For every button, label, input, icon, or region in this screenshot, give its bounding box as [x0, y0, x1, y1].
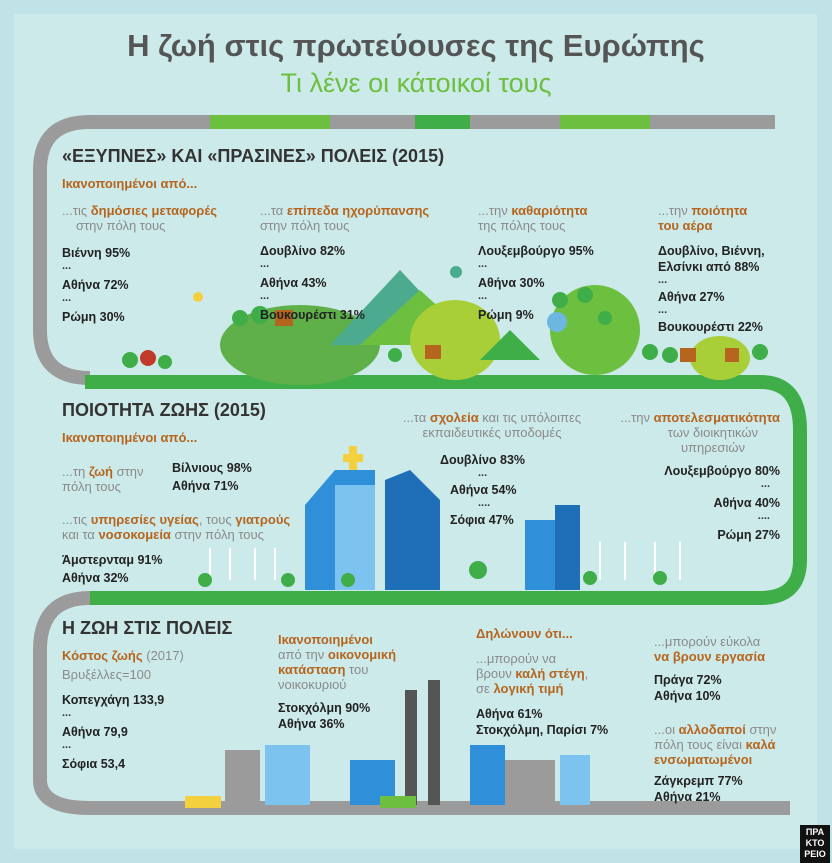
section2-heading: ΠΟΙΟΤΗΤΑ ΖΩΗΣ (2015)	[62, 400, 266, 420]
cost-of-living-block: Κόστος ζωής (2017) Βρυξέλλες=100 Κοπεγχάγη 133,9 ... Αθήνα 79,9 ... Σόφια 53,4	[62, 648, 184, 771]
page-subtitle: Τι λένε οι κάτοικοί τους	[280, 68, 552, 98]
housing-block: Δηλώνουν ότι... ...μπορούν να βρουν καλή στέγη, σε λογική τιμή Αθήνα 61% Στοκχόλμη, Παρίσι 7%	[476, 626, 609, 737]
cleanliness-block: ...την καθαριότητα της πόλης τους Λουξεμβούργο 95% ... Αθήνα 30% ... Ρώμη 9%	[478, 203, 594, 322]
schools-block: ...τα σχολεία και τις υπόλοιπες εκπαιδευτικές υποδομές	[402, 410, 582, 440]
integration-block: ...οι αλλοδαποί στην πόλη τους είναι καλά ενσωματωμένοι Ζάγκρεμπ 77% Αθήνα 21%	[654, 722, 777, 804]
life-block-label: ...τη ζωή στην πόλη τους	[62, 464, 144, 494]
noise-block: ...τα επίπεδα ηχορύπανσης στην πόλη τους Δουβλίνο 82% ... Αθήνα 43% ... Βουκουρέστι 31%	[260, 203, 430, 322]
section3-heading: Η ΖΩΗ ΣΤΙΣ ΠΟΛΕΙΣ	[62, 618, 233, 638]
air-quality-block: ...την ποιότητα του αέρα Δουβλίνο, Βιέννη, Ελσίνκι από 88% ... Αθήνα 27% ... Βουκουρέστι 22%	[658, 203, 765, 334]
page-title: Η ζωή στις πρωτεύουσες της Ευρώπης	[127, 28, 705, 63]
admin-block: ...την αποτελεσματικότητα των διοικητικών υπηρεσιών Λουξεμβούργο 80% ... Αθήνα 40% .... Ρώμη 27%	[620, 410, 780, 542]
schools-values: Δουβλίνο 83% ... Αθήνα 54% .... Σόφια 47%	[440, 453, 526, 527]
section1-heading: «ΕΞΥΠΝΕΣ» ΚΑΙ «ΠΡΑΣΙΝΕΣ» ΠΟΛΕΙΣ (2015)	[62, 146, 445, 166]
jobs-block: ...μπορούν εύκολα να βρουν εργασία Πράγα 72% Αθήνα 10%	[654, 634, 766, 703]
section2-satisfied: Ικανοποιημένοι από...	[62, 430, 198, 445]
transport-block: ...τις δημόσιες μεταφορές στην πόλη τους Βιέννη 95% ... Αθήνα 72% ... Ρώμη 30%	[62, 203, 217, 324]
life-block-values: Βίλνιους 98% Αθήνα 71%	[172, 461, 252, 493]
health-block: ...τις υπηρεσίες υγείας, τους γιατρούς και τα νοσοκομεία στην πόλη τους Άμστερνταμ 91% Αθήνα 32%	[62, 512, 291, 585]
economic-block: Ικανοποιημένοι από την οικονομική κατάσταση του νοικοκυριού Στοκχόλμη 90% Αθήνα 36%	[278, 632, 397, 731]
publisher-logo: ΠΡΑ ΚΤΟ ΡΕΙΟ	[800, 825, 830, 863]
section1-satisfied: Ικανοποιημένοι από...	[62, 176, 198, 191]
